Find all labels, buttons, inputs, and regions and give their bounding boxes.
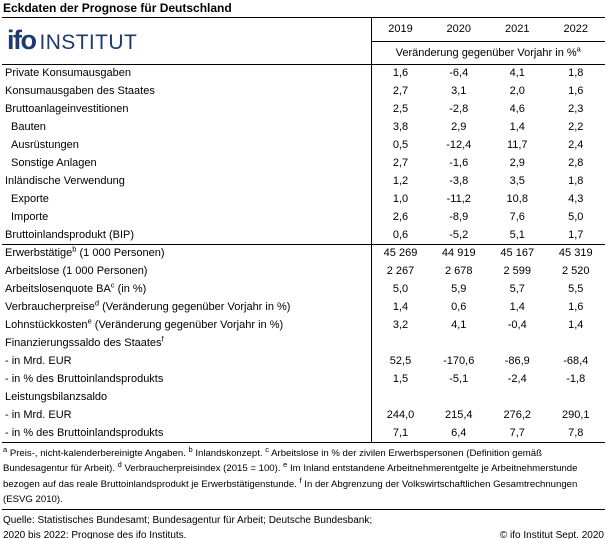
value-cell: 1,8 <box>568 67 584 80</box>
footnotes: $^a$ Preis-, nicht-kalenderbereinigte Angaben. $^b$ Inlandskonzept. $^c$ Arbeitslose in % der zivilen Erwerbspersonen (Definition gemäß Bundesagentur für Arbeit). $^d$ Verbraucherpreisindex (2015 = 100). $^e$ Im Inland entstandene Arbeitnehmerentgelte je Arbeitnehmerstunde bezogen auf das reale Bruttoinlandsprodukt je Erwerbstätigenstunde. $^f$ In der Abgrenzung der Volkswirtschaftlichen Gesamtrechnungen (ESVG 2010). <box>3 444 578 505</box>
row-label <box>2 100 371 118</box>
row-label <box>2 226 371 244</box>
value-cell <box>488 334 547 352</box>
row-label-text: - in Mrd. EUR <box>5 355 72 367</box>
row-label-text: Leistungsbilanzsaldo <box>5 391 108 403</box>
row-label-text: Bruttoanlageinvestitionen <box>5 103 129 115</box>
value-cell: 1,4 <box>568 319 584 331</box>
footnote-marker: c <box>265 444 269 454</box>
row-label-text: - in % des Bruttoinlandsprodukts <box>5 426 164 439</box>
value-cell: 1,4 <box>509 121 525 133</box>
value-cell: 3,5 <box>509 175 525 187</box>
value-cell <box>488 388 547 406</box>
row-label <box>2 118 371 136</box>
value-cell: 2,8 <box>568 157 584 169</box>
row-label <box>2 352 371 370</box>
value-cell: 2,0 <box>509 85 525 97</box>
footnote-marker: d <box>117 459 122 469</box>
row-label-text: Arbeitslosenquote BA <box>5 283 111 295</box>
value-cell: 6,4 <box>451 426 467 439</box>
value-cell: 45 319 <box>558 247 593 260</box>
forecast-table <box>2 18 605 443</box>
value-cell: -5,2 <box>430 226 489 244</box>
table-row <box>2 388 605 406</box>
table-row <box>2 298 605 316</box>
value-cell: 1,2 <box>371 172 430 190</box>
value-cell: -2,8 <box>449 103 469 115</box>
row-label-suffix: (1 000 Personen) <box>76 247 165 260</box>
value-cell <box>371 388 430 406</box>
table-row <box>2 154 605 172</box>
value-cell: 4,3 <box>568 193 584 205</box>
row-label-text: Exporte <box>11 193 49 205</box>
value-cell: 244,0 <box>371 406 430 424</box>
value-cell: 2 520 <box>561 265 590 277</box>
footnote-marker: b <box>188 444 193 454</box>
value-cell: 1,6 <box>568 85 584 97</box>
value-cell: 7,6 <box>509 211 525 223</box>
value-cell: 45 167 <box>500 247 535 260</box>
value-cell: 4,6 <box>509 103 525 115</box>
value-cell: -1,8 <box>566 373 586 385</box>
footnote-marker: a <box>3 444 8 454</box>
value-cell: 5,5 <box>568 283 584 295</box>
row-label <box>2 136 371 154</box>
value-cell: -3,8 <box>449 175 469 187</box>
row-label <box>2 190 371 208</box>
table-row <box>2 82 605 100</box>
row-label-text: Importe <box>11 211 49 223</box>
year-header: 2019 <box>371 18 430 41</box>
row-label <box>2 172 371 190</box>
value-cell: 3,2 <box>371 316 430 334</box>
value-cell: 3,8 <box>371 118 430 136</box>
value-cell <box>430 388 489 406</box>
table-row <box>2 316 605 334</box>
value-cell: -6,4 <box>449 67 469 80</box>
row-label-text: Ausrüstungen <box>11 139 79 151</box>
value-cell: 5,9 <box>451 283 467 295</box>
value-cell: 0,6 <box>451 301 467 313</box>
value-cell: 2,9 <box>509 157 525 169</box>
table-row <box>2 244 605 262</box>
copyright: © ifo Institut Sept. 2020 <box>499 529 604 539</box>
row-label <box>2 280 371 298</box>
row-label-text: Finanzierungssaldo des Staates <box>5 337 162 349</box>
row-label <box>2 64 371 82</box>
value-cell <box>547 388 606 406</box>
value-cell: 1,6 <box>568 301 584 313</box>
value-cell: 2,4 <box>568 139 584 151</box>
value-cell: 3,1 <box>451 85 467 97</box>
value-cell: 11,7 <box>506 139 528 151</box>
row-label-suffix: (in %) <box>114 283 147 295</box>
table-row <box>2 424 605 442</box>
footnote-marker: a <box>576 43 581 53</box>
table-row <box>2 370 605 388</box>
value-cell: 4,1 <box>509 67 525 80</box>
row-label-text: Bruttoinlandsprodukt (BIP) <box>5 228 135 241</box>
value-cell: 2,7 <box>371 154 430 172</box>
row-label <box>2 298 371 316</box>
value-cell: -12,4 <box>446 139 472 151</box>
ifo-logo <box>2 18 371 64</box>
value-cell: 290,1 <box>561 409 590 421</box>
subheader-text: Veränderung gegenüber Vorjahr in % <box>395 46 577 59</box>
row-label <box>2 334 371 352</box>
footnote-marker: e <box>283 459 288 469</box>
value-cell: 2 678 <box>444 265 473 277</box>
value-cell: -86,9 <box>504 355 530 367</box>
value-cell: 44 919 <box>441 247 476 260</box>
value-cell: 4,1 <box>451 319 467 331</box>
table-row <box>2 190 605 208</box>
value-cell <box>547 334 606 352</box>
row-label-text: Arbeitslose (1 000 Personen) <box>5 265 148 277</box>
value-cell: -11,2 <box>446 193 471 205</box>
value-cell: 10,8 <box>506 193 528 205</box>
table-row <box>2 118 605 136</box>
value-cell: 1,5 <box>371 370 430 388</box>
year-header: 2020 <box>430 18 489 41</box>
row-label <box>2 370 371 388</box>
value-cell: -0,4 <box>507 319 527 331</box>
value-cell <box>371 334 430 352</box>
value-cell: 7,8 <box>568 426 584 439</box>
row-label <box>2 154 371 172</box>
value-cell: 7,1 <box>371 424 430 442</box>
footnote-marker: c <box>110 280 115 290</box>
value-cell: -5,1 <box>449 373 469 385</box>
row-label-text: - in Mrd. EUR <box>5 409 72 421</box>
year-header: 2021 <box>488 18 547 41</box>
source-line: Quelle: Statistisches Bundesamt; Bundesagentur für Arbeit; Deutsche Bundesbank; <box>3 514 373 526</box>
footnote-marker: b <box>72 244 77 254</box>
row-label <box>2 406 371 424</box>
table-row <box>2 280 605 298</box>
row-label <box>2 208 371 226</box>
value-cell: 215,4 <box>444 409 473 421</box>
value-cell: 276,2 <box>503 409 532 421</box>
value-cell <box>430 334 489 352</box>
row-label <box>2 262 371 280</box>
value-cell: -8,9 <box>449 211 469 223</box>
table-row <box>2 208 605 226</box>
value-cell: 5,1 <box>488 226 547 244</box>
value-cell: 52,5 <box>371 352 430 370</box>
table-row <box>2 64 605 82</box>
page-title: Eckdaten der Prognose für Deutschland <box>2 2 605 18</box>
table-row <box>2 334 605 352</box>
value-cell: 2,5 <box>371 100 430 118</box>
value-cell: 7,7 <box>509 426 525 439</box>
row-label-suffix: (Veränderung gegenüber Vorjahr in %) <box>91 319 284 331</box>
row-label-text: Bauten <box>11 121 46 133</box>
source-block <box>2 509 605 539</box>
row-label-text: Verbraucherpreise <box>5 301 95 313</box>
source-line: 2020 bis 2022: Prognose des ifo Instituts. <box>3 529 187 539</box>
table-row <box>2 226 605 244</box>
table-row <box>2 406 605 424</box>
year-header-row <box>2 18 605 41</box>
row-label <box>2 424 371 442</box>
row-label-suffix: (Veränderung gegenüber Vorjahr in %) <box>99 301 291 313</box>
table-row <box>2 136 605 154</box>
value-cell: 1,7 <box>547 226 606 244</box>
row-label-text: Lohnstückkosten <box>5 319 88 331</box>
value-cell: -1,6 <box>449 157 469 169</box>
row-label <box>2 82 371 100</box>
value-cell: -68,4 <box>563 355 589 367</box>
table-row <box>2 172 605 190</box>
value-cell: 0,6 <box>371 226 430 244</box>
change-vs-prior-year-header <box>371 41 605 64</box>
table-row <box>2 262 605 280</box>
value-cell: 2,3 <box>568 103 584 115</box>
value-cell: 5,7 <box>509 283 525 295</box>
value-cell: 45 269 <box>371 244 430 262</box>
value-cell: 1,4 <box>509 301 525 313</box>
row-label <box>2 388 371 406</box>
table-row <box>2 352 605 370</box>
row-label-text: Inländische Verwendung <box>5 175 125 187</box>
row-label-text: Sonstige Anlagen <box>11 157 97 169</box>
logo-institut-text: INSTITUT <box>39 31 138 55</box>
value-cell: 2,2 <box>568 121 584 133</box>
value-cell: 5,0 <box>568 211 584 223</box>
row-label-text: Konsumausgaben des Staates <box>5 85 155 97</box>
value-cell: 1,4 <box>371 298 430 316</box>
footnote-marker: d <box>94 298 100 308</box>
row-label-text: Private Konsumausgaben <box>5 67 131 80</box>
row-label-text: Erwerbstätige <box>5 247 73 260</box>
row-label-text: - in % des Bruttoinlandsprodukts <box>5 373 164 385</box>
footnote-marker: f <box>299 475 302 485</box>
value-cell: 2 599 <box>503 265 532 277</box>
value-cell: 1,6 <box>371 64 430 82</box>
row-label <box>2 244 371 262</box>
footnote-marker: f <box>161 334 164 344</box>
row-label <box>2 316 371 334</box>
value-cell: 2 267 <box>371 262 430 280</box>
value-cell: -2,4 <box>507 373 527 385</box>
value-cell: 2,6 <box>371 208 430 226</box>
year-header: 2022 <box>547 18 606 41</box>
logo-ifo-wordmark: ifo <box>7 25 36 56</box>
value-cell: 2,9 <box>451 121 467 133</box>
value-cell: 5,0 <box>371 280 430 298</box>
value-cell: -170,6 <box>443 355 475 367</box>
value-cell: 1,8 <box>568 175 584 187</box>
value-cell: 2,7 <box>371 82 430 100</box>
footnote-marker: e <box>87 316 92 326</box>
value-cell: 0,5 <box>371 136 430 154</box>
value-cell: 1,0 <box>371 190 430 208</box>
table-row <box>2 100 605 118</box>
